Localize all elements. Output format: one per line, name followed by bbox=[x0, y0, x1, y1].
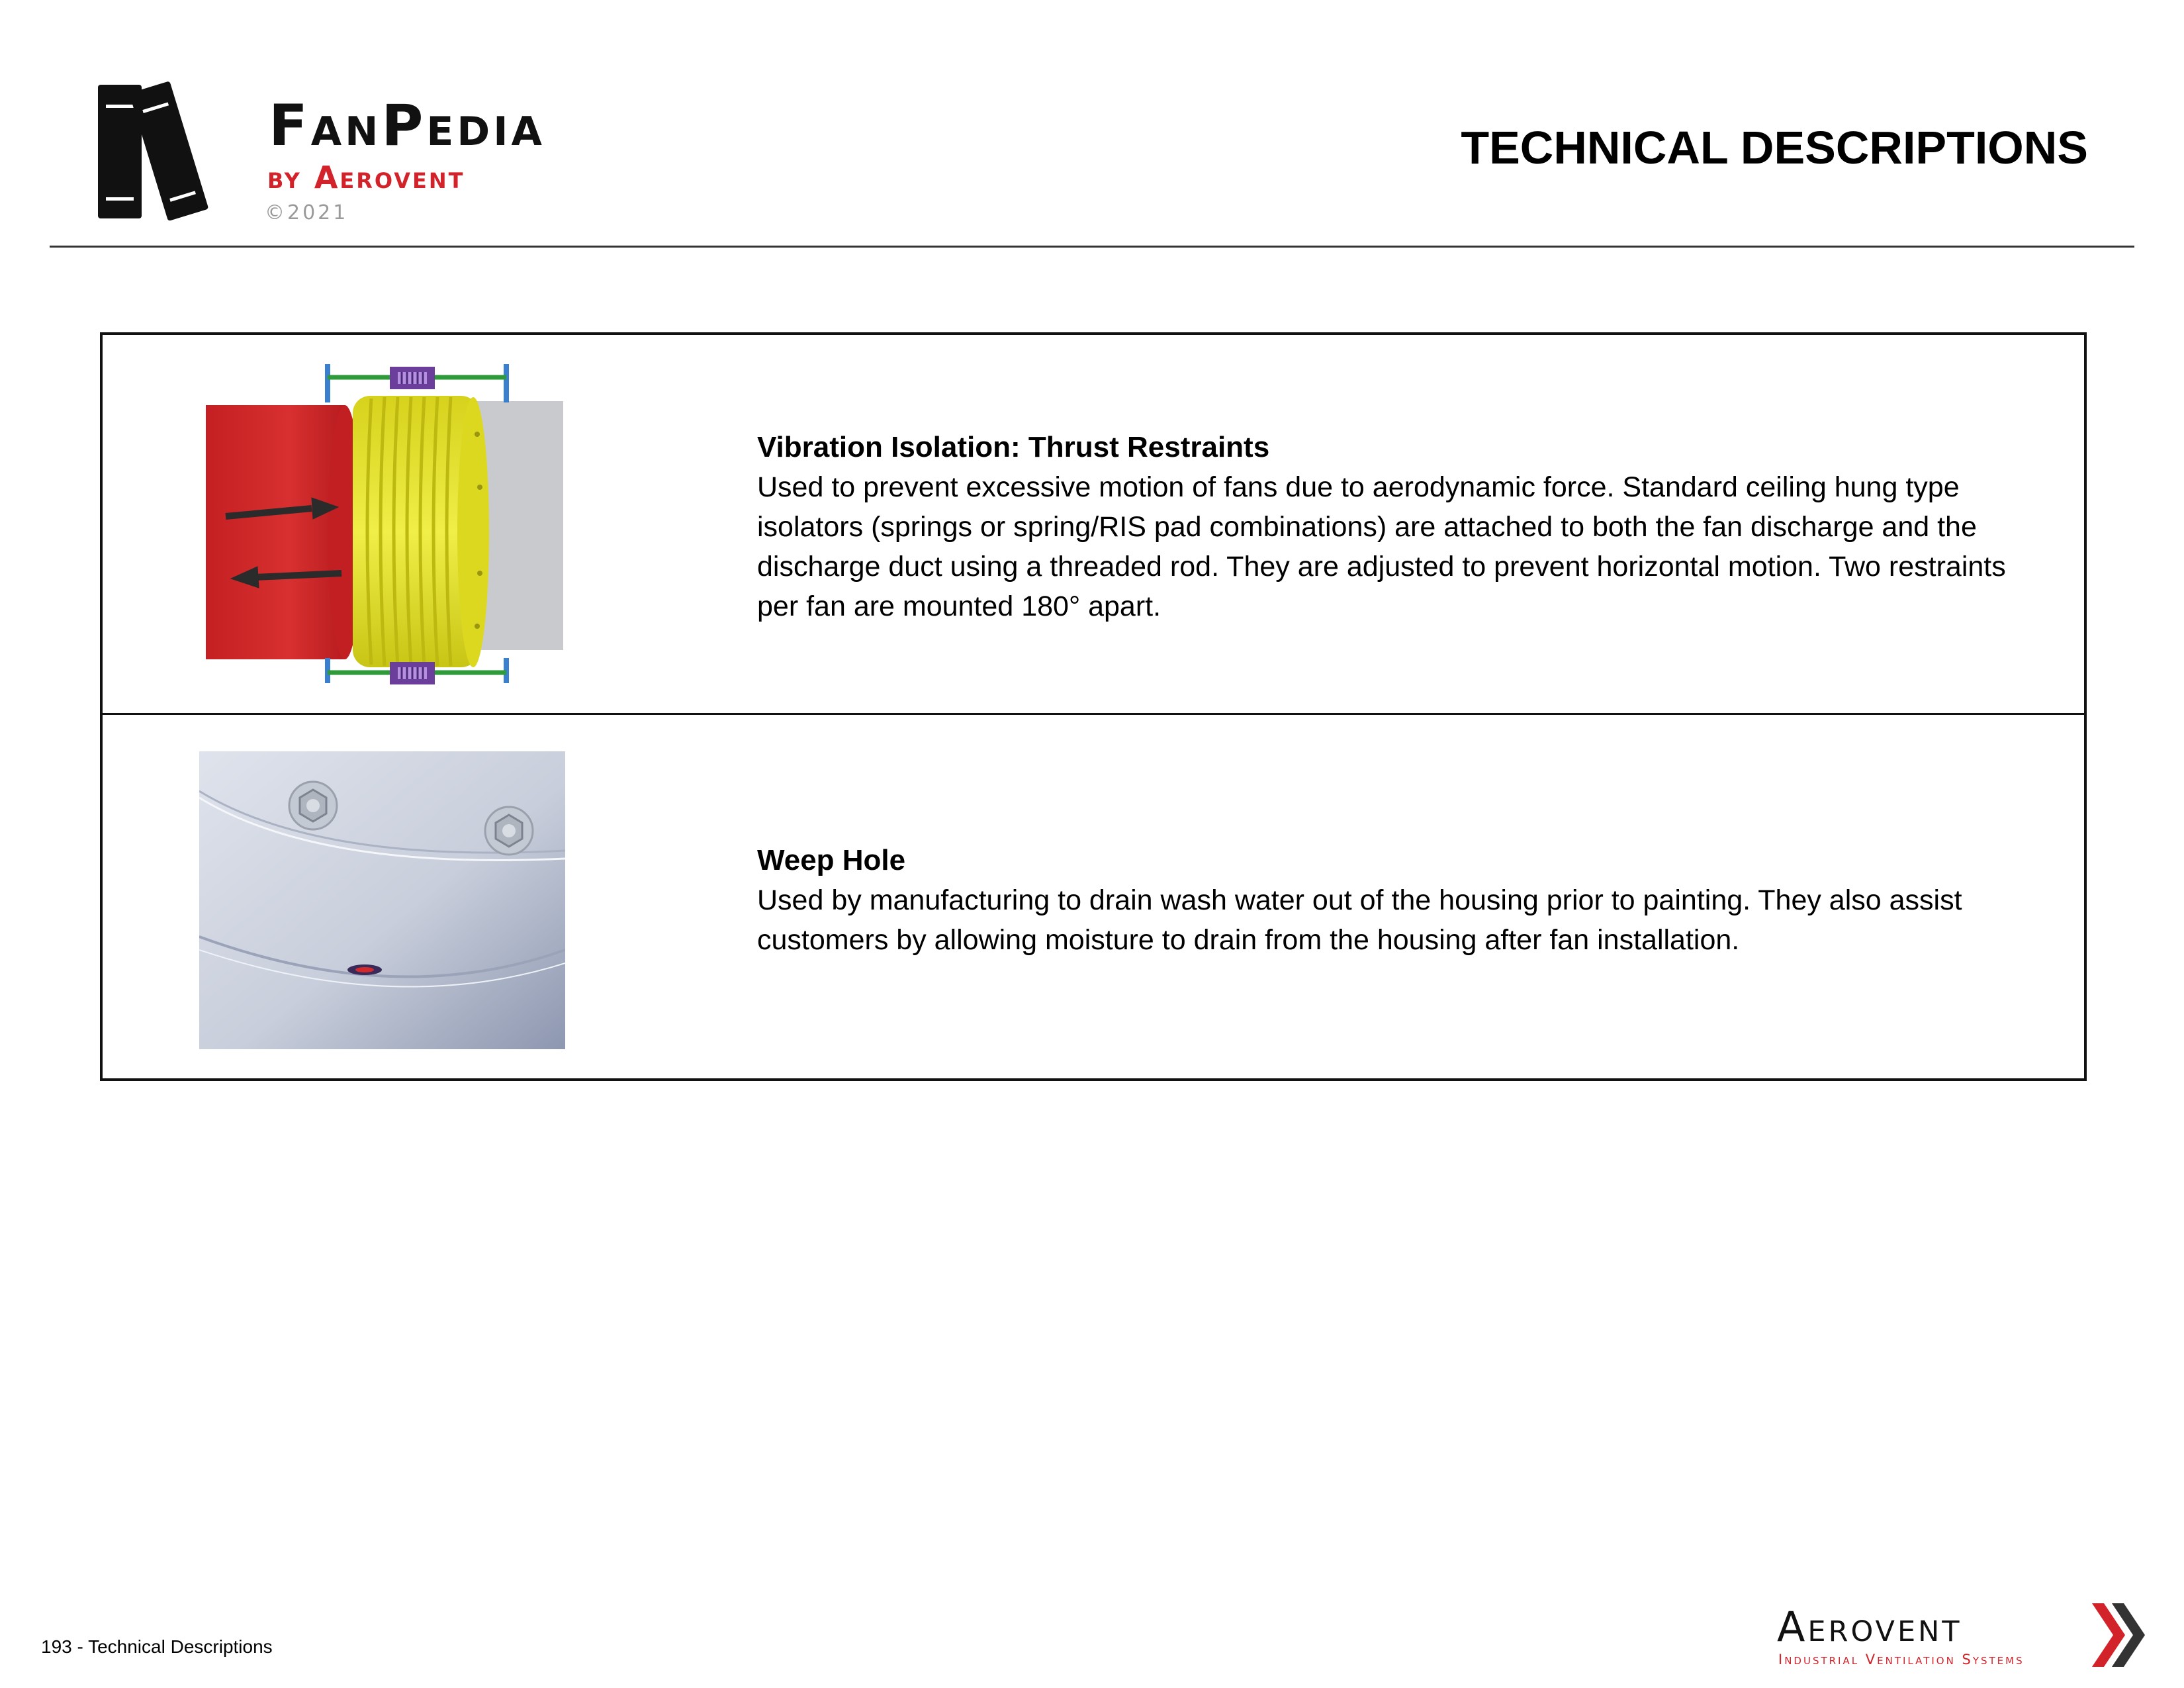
bolt-icon bbox=[289, 782, 337, 829]
item-title: Vibration Isolation: Thrust Restraints bbox=[757, 431, 1270, 463]
bolt-icon bbox=[485, 807, 533, 855]
page-number-label: 193 - Technical Descriptions bbox=[41, 1636, 273, 1657]
page-title: TECHNICAL DESCRIPTIONS bbox=[1461, 122, 2088, 173]
item-title: Weep Hole bbox=[757, 844, 906, 876]
aerovent-logo bbox=[1777, 1603, 2148, 1669]
logo-byline: by Aerovent bbox=[267, 160, 465, 195]
brand-name: Aerovent bbox=[1777, 1603, 1962, 1651]
item-description: Used by manufacturing to drain wash water out of the housing prior to painting. They also assist customers by allowing moisture to drain from the housing after fan installation. bbox=[757, 884, 1962, 956]
books-icon bbox=[98, 78, 238, 224]
descriptions-table bbox=[100, 332, 2087, 1081]
brand-tagline: Industrial Ventilation Systems bbox=[1778, 1652, 2025, 1667]
table-row bbox=[103, 335, 2084, 713]
table-row bbox=[103, 713, 2084, 1080]
logo-copyright: ©2021 bbox=[265, 201, 349, 224]
header-divider bbox=[50, 246, 2134, 248]
chevron-right-icon bbox=[2092, 1603, 2148, 1669]
item-description: Used to prevent excessive motion of fans due to aerodynamic force. Standard ceiling hung type isolators (springs or spring/RIS pad combinations) are attached to both the fan discharge and the discharge duct using a threaded rod. They are adjusted to prevent horizontal motion. Two restraints per fan are mounted 180° apart. bbox=[757, 471, 2006, 622]
item-text bbox=[757, 841, 2051, 960]
weep-hole-photo bbox=[199, 751, 565, 1049]
item-text bbox=[757, 428, 2051, 626]
logo-title: FanPedia bbox=[269, 93, 545, 159]
thrust-restraint-illustration bbox=[206, 355, 563, 686]
